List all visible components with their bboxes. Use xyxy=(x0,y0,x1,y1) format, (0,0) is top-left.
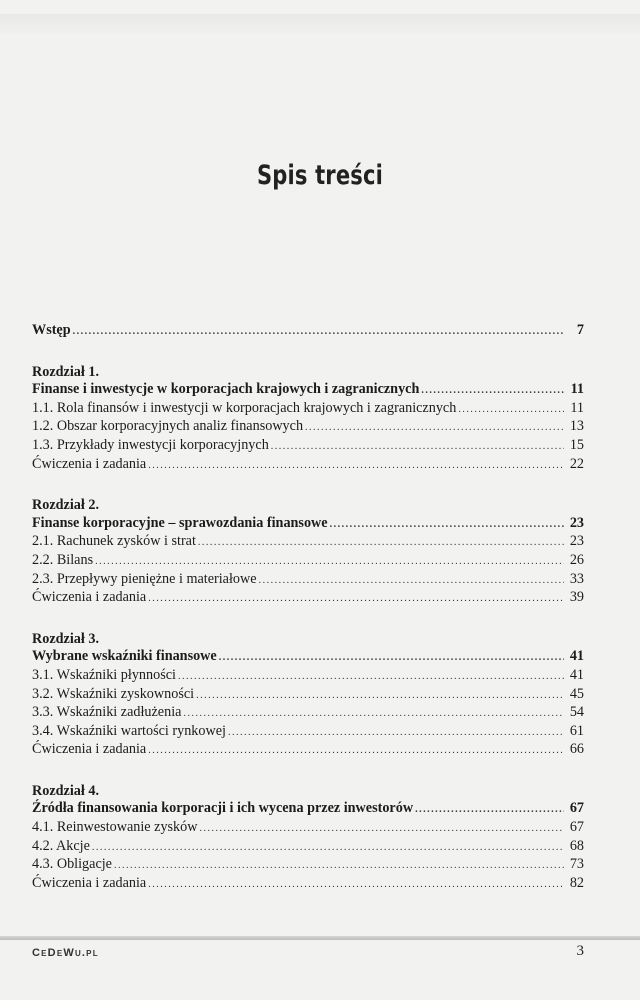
leader-dots xyxy=(92,842,564,853)
toc-entry-row-label: 3.1. Wskaźniki płynności xyxy=(32,666,176,683)
toc-entry-row-label: 1.2. Obszar korporacyjnych analiz finansowych xyxy=(32,418,304,435)
chapter-title-row xyxy=(32,381,584,400)
toc-entry-row-label: 1.3. Przykłady inwestycji korporacyjnych xyxy=(32,436,269,453)
leader-dots xyxy=(305,422,564,433)
toc-entry-row-label: Ćwiczenia i zadania xyxy=(32,455,147,472)
chapter-title-row-page: 11 xyxy=(570,381,584,398)
page-title: Spis treści xyxy=(256,160,384,191)
toc-entry-row-page: 13 xyxy=(569,418,584,435)
toc-entry-row-label: Ćwiczenia i zadania xyxy=(32,589,147,606)
chapter-title-row-page: 41 xyxy=(569,648,584,665)
toc-entry-row-label: 3.4. Wskaźniki wartości rynkowej xyxy=(32,722,226,739)
toc-entry-row-label: 1.1. Rola finansów i inwestycji w korporacjach krajowych i zagranicznych xyxy=(32,399,457,416)
toc-entry-row-page: 67 xyxy=(569,819,584,836)
leader-dots xyxy=(458,404,564,415)
toc-entry-row-page: 82 xyxy=(569,874,584,891)
footer-brand: CeDeWu.pl xyxy=(32,947,99,959)
toc-entry-row xyxy=(32,741,584,760)
footer-page-number: 3 xyxy=(576,943,584,959)
leader-dots xyxy=(178,671,564,682)
chapter-heading: Rozdział 4. xyxy=(32,782,99,799)
chapter-title-row xyxy=(32,515,584,534)
toc-chapter xyxy=(32,782,584,894)
leader-dots xyxy=(421,385,564,396)
leader-dots xyxy=(148,879,564,890)
toc-entry-row-page: 26 xyxy=(569,551,584,568)
toc-entry-row xyxy=(32,723,584,742)
chapter-title-row-label: Wybrane wskaźniki finansowe xyxy=(32,648,217,665)
chapter-title-row xyxy=(32,800,584,819)
toc-entry-row-label: 4.1. Reinwestowanie zysków xyxy=(32,819,198,836)
leader-dots xyxy=(73,326,564,337)
toc-intro-page: 7 xyxy=(576,322,584,338)
chapter-heading: Rozdział 1. xyxy=(32,363,99,380)
chapter-title-row-page: 67 xyxy=(569,800,584,817)
toc-entry-row-page: 11 xyxy=(570,399,584,416)
bleed-through-shadow xyxy=(0,14,640,34)
toc-entry-row-page: 23 xyxy=(569,533,584,550)
toc-chapter xyxy=(32,363,584,475)
toc-entry-row xyxy=(32,456,584,475)
toc-entry-row-label: 4.3. Obligacje xyxy=(32,856,112,873)
leader-dots xyxy=(95,556,564,567)
toc-entry-row xyxy=(32,875,584,894)
toc-chapter xyxy=(32,630,584,760)
footer-rule xyxy=(0,936,640,940)
leader-dots xyxy=(219,652,564,663)
toc-entry-row-page: 41 xyxy=(569,666,584,683)
toc-entry-row-label: Ćwiczenia i zadania xyxy=(32,874,147,891)
toc-entry-row-page: 66 xyxy=(569,741,584,758)
table-of-contents xyxy=(32,322,584,893)
toc-entry-row xyxy=(32,667,584,686)
toc-entry-row xyxy=(32,418,584,437)
chapter-title-row-label: Finanse korporacyjne – sprawozdania finansowe xyxy=(32,514,328,531)
toc-entry-row xyxy=(32,819,584,838)
toc-entry-row xyxy=(32,552,584,571)
leader-dots xyxy=(114,860,564,871)
toc-intro-label: Wstęp xyxy=(32,322,71,338)
leader-dots xyxy=(271,441,564,452)
toc-intro-row xyxy=(32,322,584,341)
toc-entry-row-label: 3.2. Wskaźniki zyskowności xyxy=(32,685,195,702)
toc-entry-row-label: 2.2. Bilans xyxy=(32,551,94,568)
toc-chapters xyxy=(32,363,584,894)
toc-entry-row-page: 33 xyxy=(569,570,584,587)
chapter-title-row xyxy=(32,648,584,667)
leader-dots xyxy=(183,708,564,719)
chapter-heading: Rozdział 2. xyxy=(32,497,99,514)
chapter-title-row-label: Finanse i inwestycje w korporacjach krajowych i zagranicznych xyxy=(32,381,420,398)
toc-entry-row-page: 61 xyxy=(569,722,584,739)
toc-entry-row-page: 39 xyxy=(569,589,584,606)
leader-dots xyxy=(196,690,564,701)
toc-entry-row-label: 3.3. Wskaźniki zadłużenia xyxy=(32,704,182,721)
toc-entry-row-label: 4.2. Akcje xyxy=(32,837,90,854)
chapter-title-row-label: Źródła finansowania korporacji i ich wycena przez inwestorów xyxy=(32,800,414,817)
toc-entry-row-label: 2.1. Rachunek zysków i strat xyxy=(32,533,196,550)
toc-entry-row xyxy=(32,589,584,608)
leader-dots xyxy=(200,823,565,834)
toc-entry-row-page: 68 xyxy=(569,837,584,854)
toc-entry-row-page: 73 xyxy=(569,856,584,873)
toc-entry-row-page: 22 xyxy=(569,455,584,472)
leader-dots xyxy=(330,519,564,530)
toc-entry-row-label: 2.3. Przepływy pieniężne i materiałowe xyxy=(32,570,257,587)
toc-entry-row-page: 54 xyxy=(569,704,584,721)
leader-dots xyxy=(148,745,564,756)
toc-entry-row xyxy=(32,533,584,552)
chapter-heading: Rozdział 3. xyxy=(32,630,99,647)
toc-entry-row xyxy=(32,437,584,456)
leader-dots xyxy=(259,575,564,586)
leader-dots xyxy=(148,460,564,471)
toc-entry-row xyxy=(32,838,584,857)
toc-entry-row-page: 45 xyxy=(569,685,584,702)
toc-entry-row xyxy=(32,686,584,705)
leader-dots xyxy=(148,593,564,604)
toc-chapter xyxy=(32,496,584,608)
toc-entry-row-page: 15 xyxy=(569,436,584,453)
leader-dots xyxy=(198,537,564,548)
toc-entry-row xyxy=(32,704,584,723)
toc-entry-row-label: Ćwiczenia i zadania xyxy=(32,741,147,758)
leader-dots xyxy=(415,804,564,815)
leader-dots xyxy=(228,727,564,738)
toc-entry-row xyxy=(32,571,584,590)
toc-entry-row xyxy=(32,400,584,419)
toc-entry-row xyxy=(32,856,584,875)
chapter-title-row-page: 23 xyxy=(569,514,584,531)
